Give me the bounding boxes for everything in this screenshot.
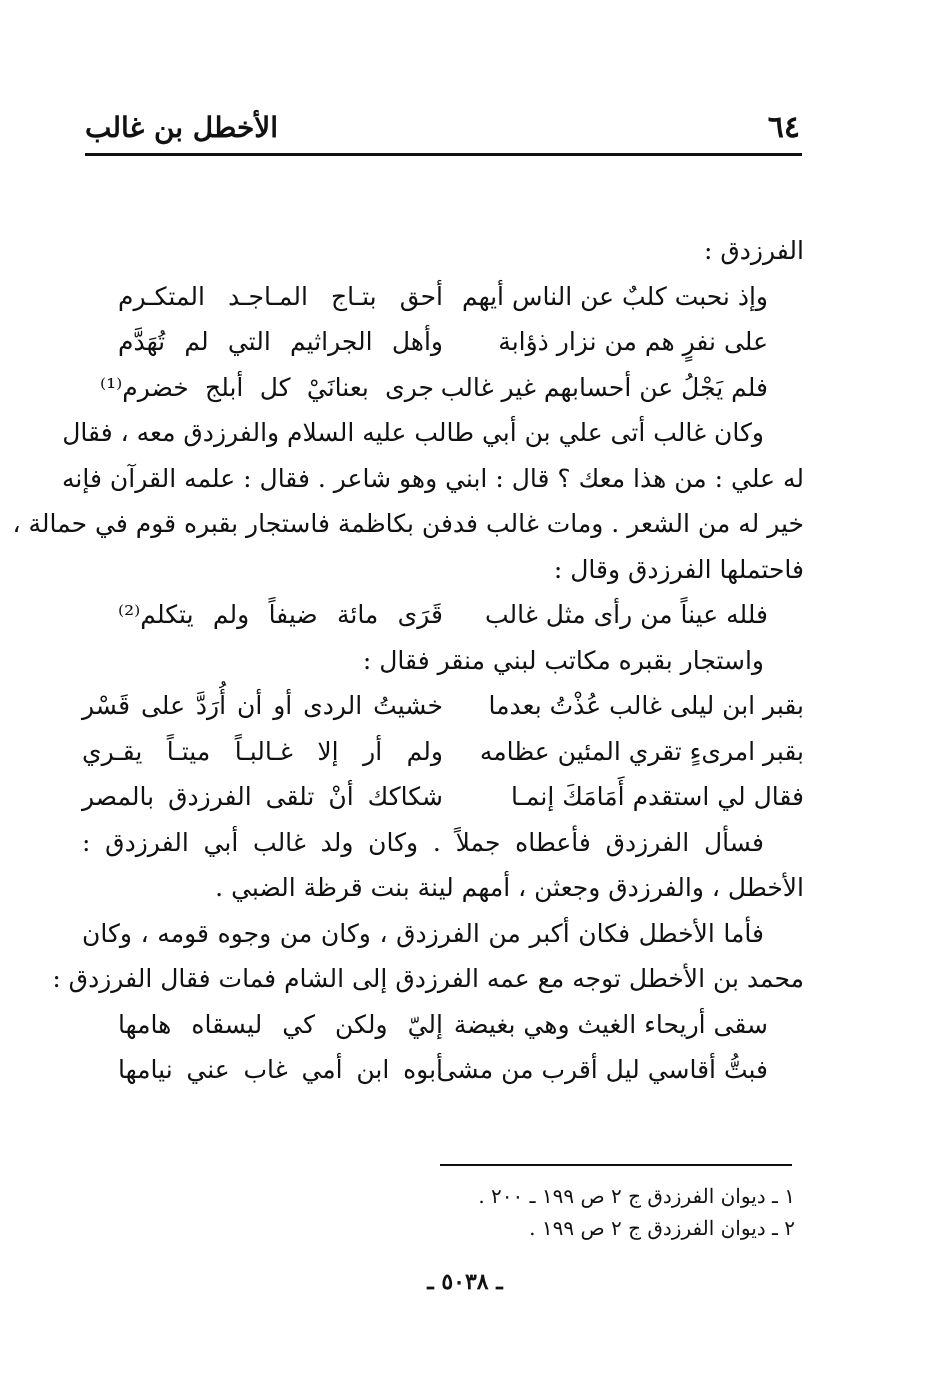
- verse-second-hemistich: شكاكك أنْ تلقى الفرزدق بالمصر: [82, 782, 443, 811]
- footnote: ١ ـ ديوان الفرزدق ج ٢ ص ١٩٩ ـ ٢٠٠ .: [478, 1184, 795, 1208]
- page-number: ٦٤: [767, 110, 800, 145]
- verse-first-hemistich: بقبر امرىءٍ تقري المئين عظامه: [479, 736, 804, 766]
- prose-line: الأخطل ، والفرزدق وجعثن ، أمهم لينة بنت قرظة الضبي .: [215, 873, 804, 902]
- verse-line: [82, 319, 804, 365]
- prose-line: فاحتملها الفرزدق وقال :: [553, 554, 804, 584]
- verse-second-hemistich: خشيتُ الردى أو أن أُرَدَّ على قَسْر: [82, 691, 443, 720]
- verse-first-hemistich: فبتُّ أقاسي ليل أقرب من مشى: [436, 1055, 768, 1084]
- verse-second-hemistich: أبوه ابن أمي غاب عني نيامها: [118, 1055, 443, 1084]
- verse-second-hemistich: ولم أر إلا غـالبـاً ميتـاً يقـري: [82, 736, 443, 766]
- verse-line: [82, 1047, 804, 1093]
- verse-first-hemistich: فقال لي استقدم أَمَامَكَ إنمـا: [510, 782, 804, 811]
- prose-line: له علي : من هذا معك ؟ قال : ابني وهو شاعر . فقال : علمه القرآن فإنه: [62, 463, 804, 493]
- verse-line: [82, 683, 804, 729]
- verse-first-hemistich: وإذ نحبت كلبٌ عن الناس أيهم: [461, 281, 768, 311]
- prose-line: واستجار بقبره مكاتب لبني منقر فقال :: [362, 645, 764, 675]
- prose-line: وكان غالب أتى علي بن أبي طالب عليه السلام والفرزدق معه ، فقال: [62, 418, 764, 447]
- verse-first-hemistich: فلله عيناً من رأى مثل غالب: [485, 600, 768, 629]
- page-body: [12, 228, 804, 1093]
- verse-line: [82, 729, 804, 775]
- verse-line: [82, 365, 804, 411]
- page-header: [85, 108, 800, 150]
- speaker-line: الفرزدق :: [704, 236, 804, 265]
- prose-line: خير له من الشعر . ومات غالب فدفن بكاظمة فاستجار بقبره قوم في حمالة ،: [12, 509, 804, 538]
- prose-line: فأما الأخطل فكان أكبر من الفرزدق ، وكان من وجوه قومه ، وكان: [82, 918, 764, 948]
- footnotes: [300, 1180, 795, 1244]
- verse-second-hemistich: قَرَى مائة ضيفاً ولم يتكلم⁽²⁾: [118, 600, 443, 629]
- verse-first-hemistich: على نفرٍ هم من نزار ذؤابة: [498, 327, 768, 356]
- running-title: الأخطل بن غالب: [85, 111, 279, 144]
- prose-line: محمد بن الأخطل توجه مع عمه الفرزدق إلى الشام فمات فقال الفرزدق :: [52, 964, 804, 993]
- verse-first-hemistich: فلم يَجْلُ عن أحسابهم غير غالب: [440, 372, 768, 402]
- prose-line: فسأل الفرزدق فأعطاه جملاً . وكان ولد غالب أبي الفرزدق :: [82, 827, 764, 857]
- header-rule: [85, 153, 802, 156]
- verse-line: [82, 592, 804, 638]
- verse-second-hemistich: أحق بتـاج المـاجـد المتكـرم: [118, 281, 443, 311]
- verse-line: [82, 774, 804, 820]
- verse-line: [82, 274, 804, 320]
- footnote-rule: [440, 1164, 792, 1166]
- verse-second-hemistich: جرى بعنانَيْ كل أبلج خضرم⁽¹⁾: [100, 372, 434, 402]
- verse-first-hemistich: سقى أريحاء الغيث وهي بغيضة: [453, 1009, 768, 1039]
- verse-second-hemistich: إليّ ولكن كي ليسقاه هامها: [118, 1009, 443, 1039]
- verse-second-hemistich: وأهل الجراثيم التي لم تُهَدَّم: [118, 327, 443, 356]
- footnote: ٢ ـ ديوان الفرزدق ج ٢ ص ١٩٩ .: [529, 1216, 795, 1240]
- archive-page-number: ـ ٥٠٣٨ ـ: [427, 1269, 503, 1295]
- verse-first-hemistich: بقبر ابن ليلى غالب عُذْتُ بعدما: [488, 691, 804, 720]
- verse-line: [82, 1002, 804, 1048]
